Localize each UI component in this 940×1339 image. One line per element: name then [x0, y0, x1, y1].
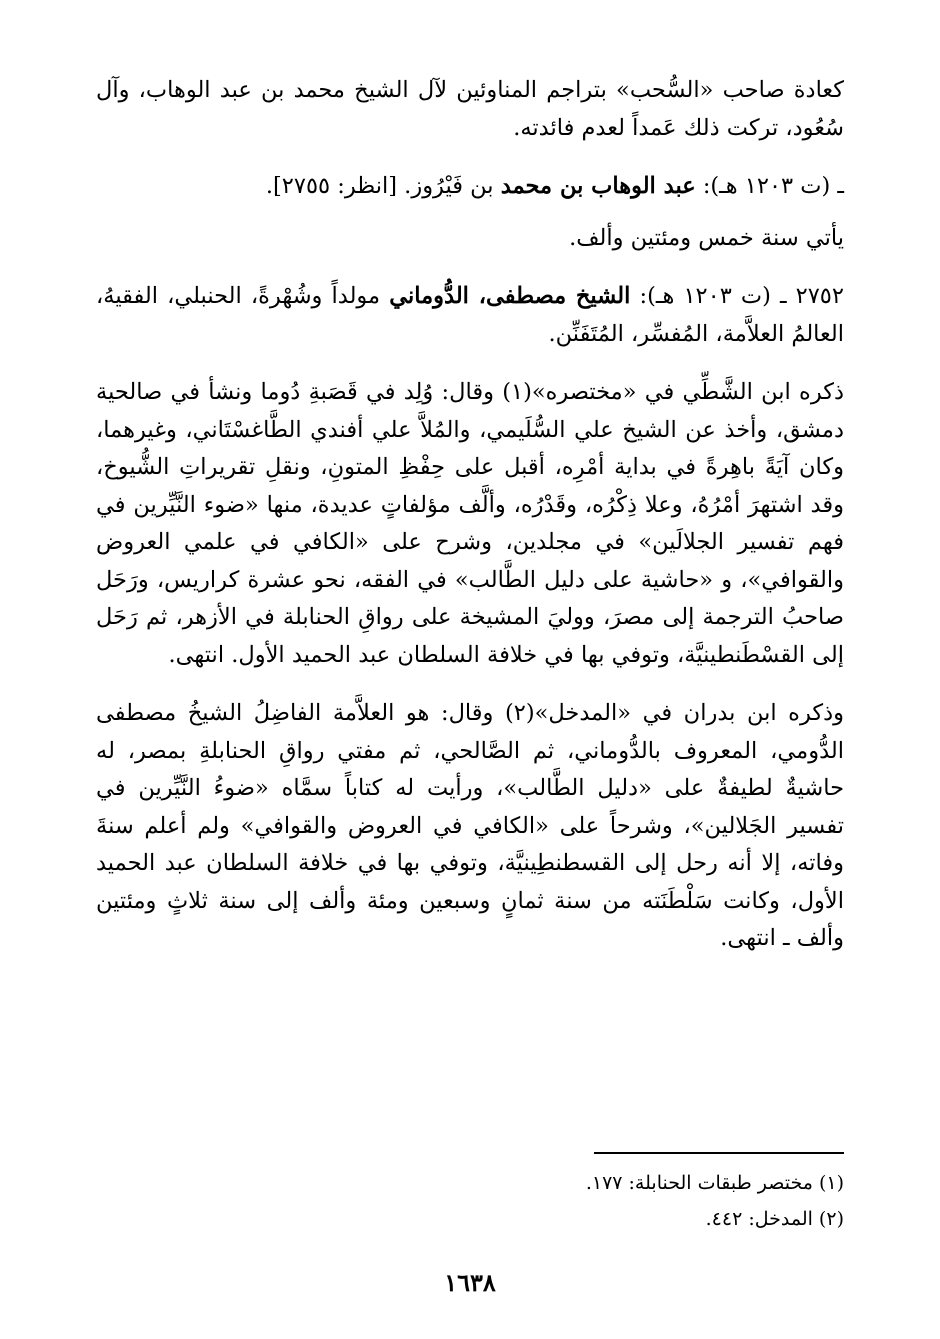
page-number: ١٦٣٨ — [444, 1268, 496, 1297]
entry-reference: بن فَيْرُوز. [انظر: ٢٧٥٥]. — [265, 173, 501, 199]
footnote-1: (١) مختصر طبقات الحنابلة: ١٧٧. — [585, 1172, 844, 1194]
entry-date: ـ (ت ١٢٠٣ هـ): — [695, 173, 844, 199]
paragraph-intro: كعادة صاحب «السُّحب» بتراجم المناوئين لآل الشيخ محمد بن عبد الوهاب، وآل سُعُود، تركت ذلك عَمداً لعدم فائدته. — [96, 77, 844, 141]
biography-entry-heading — [96, 278, 844, 353]
paragraph-ibn-shatti: ذكره ابن الشَّطِّي في «مختصره»(١) وقال: وُلِد في قَصَبةِ دُوما ونشأ في صالحية دمشق، وأخذ عن الشيخ علي السُّلَيمي، والمُلاَّ علي أفندي الطَّاغسْتَاني، وغيرهما، وكان آيَةً باهِرةً في بداية أمْرِه، أقبل على حِفْظِ المتونِ، ونقلِ تقريراتِ الشُّيوخ، وقد اشتهرَ أمْرُهُ، وعلا ذِكْرُه، وقَدْرُه، وألَّف مؤلفاتٍ عديدة، منها «ضوء النَّيِّرين في فهم تفسير الجلالَين» في مجلدين، وشرح على «الكافي في علمي العروض والقوافي»، و «حاشية على دليل الطَّالب» في الفقه، نحو عشرة كراريس، ورَحَل صاحبُ الترجمة إلى مصرَ، ووليَ المشيخة على رواقِ الحنابلة في الأزهر، ثم رَحَل إلى القسْطَنطينيَّة، وتوفي بها في خلافة السلطان عبد الحميد الأول. انتهى. — [96, 379, 844, 668]
entry-subject-name: الشيخ مصطفى، الدُّوماني — [389, 283, 631, 309]
footnote-2: (٢) المدخل: ٤٤٢. — [705, 1208, 844, 1230]
forward-note: يأتي سنة خمس ومئتين وألف. — [569, 224, 844, 251]
entry-name: عبد الوهاب بن محمد — [500, 173, 696, 199]
footnote-separator — [594, 1152, 844, 1154]
paragraph-ibn-badran: وذكره ابن بدران في «المدخل»(٢) وقال: هو العلاَّمة الفاضِلُ الشيخُ مصطفى الدُّومي، المعروف بالدُّوماني، ثم الصَّالحي، ثم مفتي رواقِ الحنابلةِ بمصر، له حاشيةٌ لطيفةٌ على «دليل الطَّالب»، ورأيت له كتاباً سمَّاه «ضوءُ النَّيِّرين في تفسير الجَلالين»، وشرحاً على «الكافي في العروض والقوافي» ولم أعلم سنةَ وفاته، إلا أنه رحل إلى القسطنطِينيَّة، وتوفي بها في خلافة السلطان عبد الحميد الأول، وكانت سَلْطَنَته من سنة ثمانٍ وسبعين ومئة وألف إلى سنة ثلاثٍ ومئتين وألف ـ انتهى. — [96, 700, 844, 951]
entry-number-date: ٢٧٥٢ ـ (ت ١٢٠٣ هـ): — [630, 283, 844, 309]
footnotes — [96, 1165, 844, 1237]
entry-subject-description: مولداً وشُهْرةً، الحنبلي، الفقيهُ، العالمُ العلاَّمة، المُفسِّر، المُتَفَنِّن. — [96, 283, 844, 347]
cross-reference-entry — [96, 168, 844, 206]
